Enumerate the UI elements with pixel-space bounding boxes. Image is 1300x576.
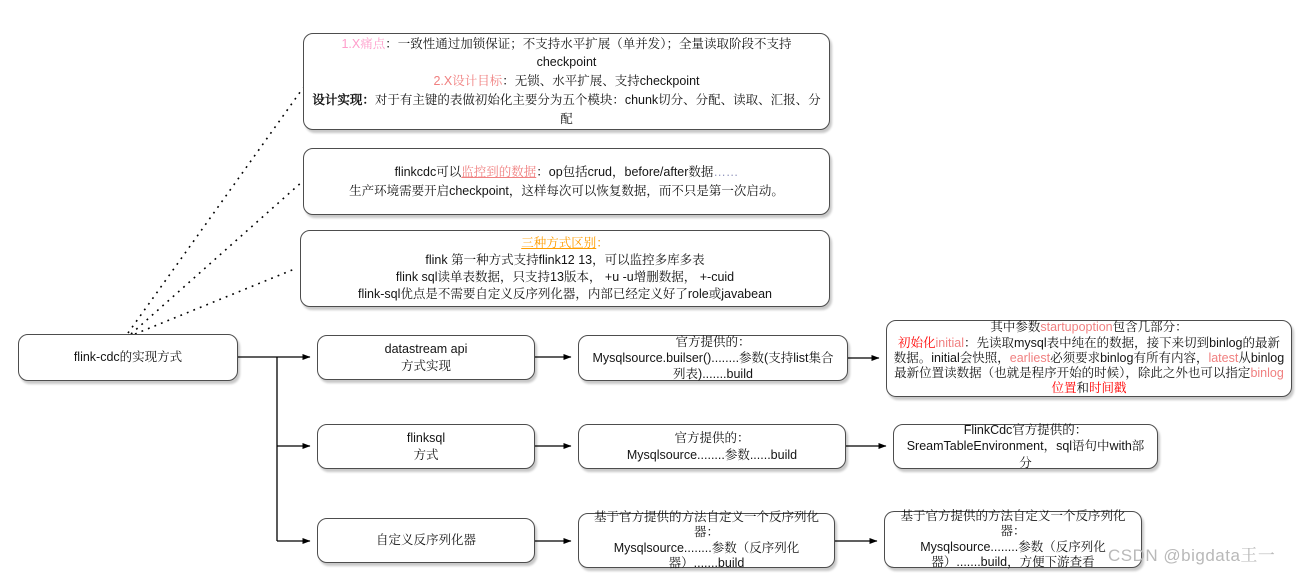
note-version-pain-points: 1.X痛点：一致性通过加锁保证；不支持水平扩展（单并发）；全量读取阶段不支持checkpoint 2.X设计目标：无锁、水平扩展、支持checkpoint 设计实现：对于有主键的表做初始化主要分为五个模块：chunk切分、分配、读取、汇报、分配 xyxy=(303,33,830,130)
node-flinksql-method: flinksql 方式 xyxy=(317,424,535,469)
dotted-link-note-diff xyxy=(135,268,297,334)
node-startupoption-detail: 其中参数startupoption包含几部分： 初始化initial：先读取mysql表中纯在的数据，接下来切到binlog的最新数据。initial会快照，earliest必须要求binlog有所有内容，latest从binlog最新位置读数据（也就是程序开始的时候），除此之外也可以指定binlog位置和时间戳 xyxy=(886,320,1292,397)
csdn-watermark: CSDN @bigdata王一 xyxy=(1108,546,1276,565)
dotted-link-note-monitor xyxy=(131,181,303,334)
note-monitored-data: flinkcdc可以监控到的数据：op包括crud，before/after数据…… 生产环境需要开启checkpoint，这样每次可以恢复数据，而不只是第一次启动。 xyxy=(303,148,830,215)
node-datastream-api: datastream api 方式实现 xyxy=(317,335,535,380)
node-custom-deserializer-build: 基于官方提供的方法自定义一个反序列化器： Mysqlsource........参数（反序列化器）.......build xyxy=(578,513,835,568)
node-custom-deserializer: 自定义反序列化器 xyxy=(317,518,535,563)
node-custom-deserializer-downstream: 基于官方提供的方法自定义一个反序列化器： Mysqlsource........参数（反序列化器）.......build，方便下游查看 xyxy=(884,511,1142,568)
node-streamtable-environment: FlinkCdc官方提供的： SreamTableEnvironment，sql语句中with部分 xyxy=(893,424,1158,469)
root-node-label: flink-cdc的实现方式 xyxy=(73,350,183,365)
node-official-mysqlsource-builder: 官方提供的： Mysqlsource.builser()........参数(支持list集合列表).......build xyxy=(578,335,848,381)
dotted-link-note-pain xyxy=(128,88,303,333)
node-official-mysqlsource-sql: 官方提供的： Mysqlsource........参数......build xyxy=(578,424,846,469)
root-node-flink-cdc xyxy=(18,334,238,381)
note-three-methods-diff: 三种方式区别： flink 第一种方式支持flink12 13，可以监控多库多表 flink sql读单表数据，只支持13版本， +u -u增删数据， +-cuid flink-sql优点是不需要自定义反序列化器，内部已经定义好了role或javabean xyxy=(300,230,830,307)
